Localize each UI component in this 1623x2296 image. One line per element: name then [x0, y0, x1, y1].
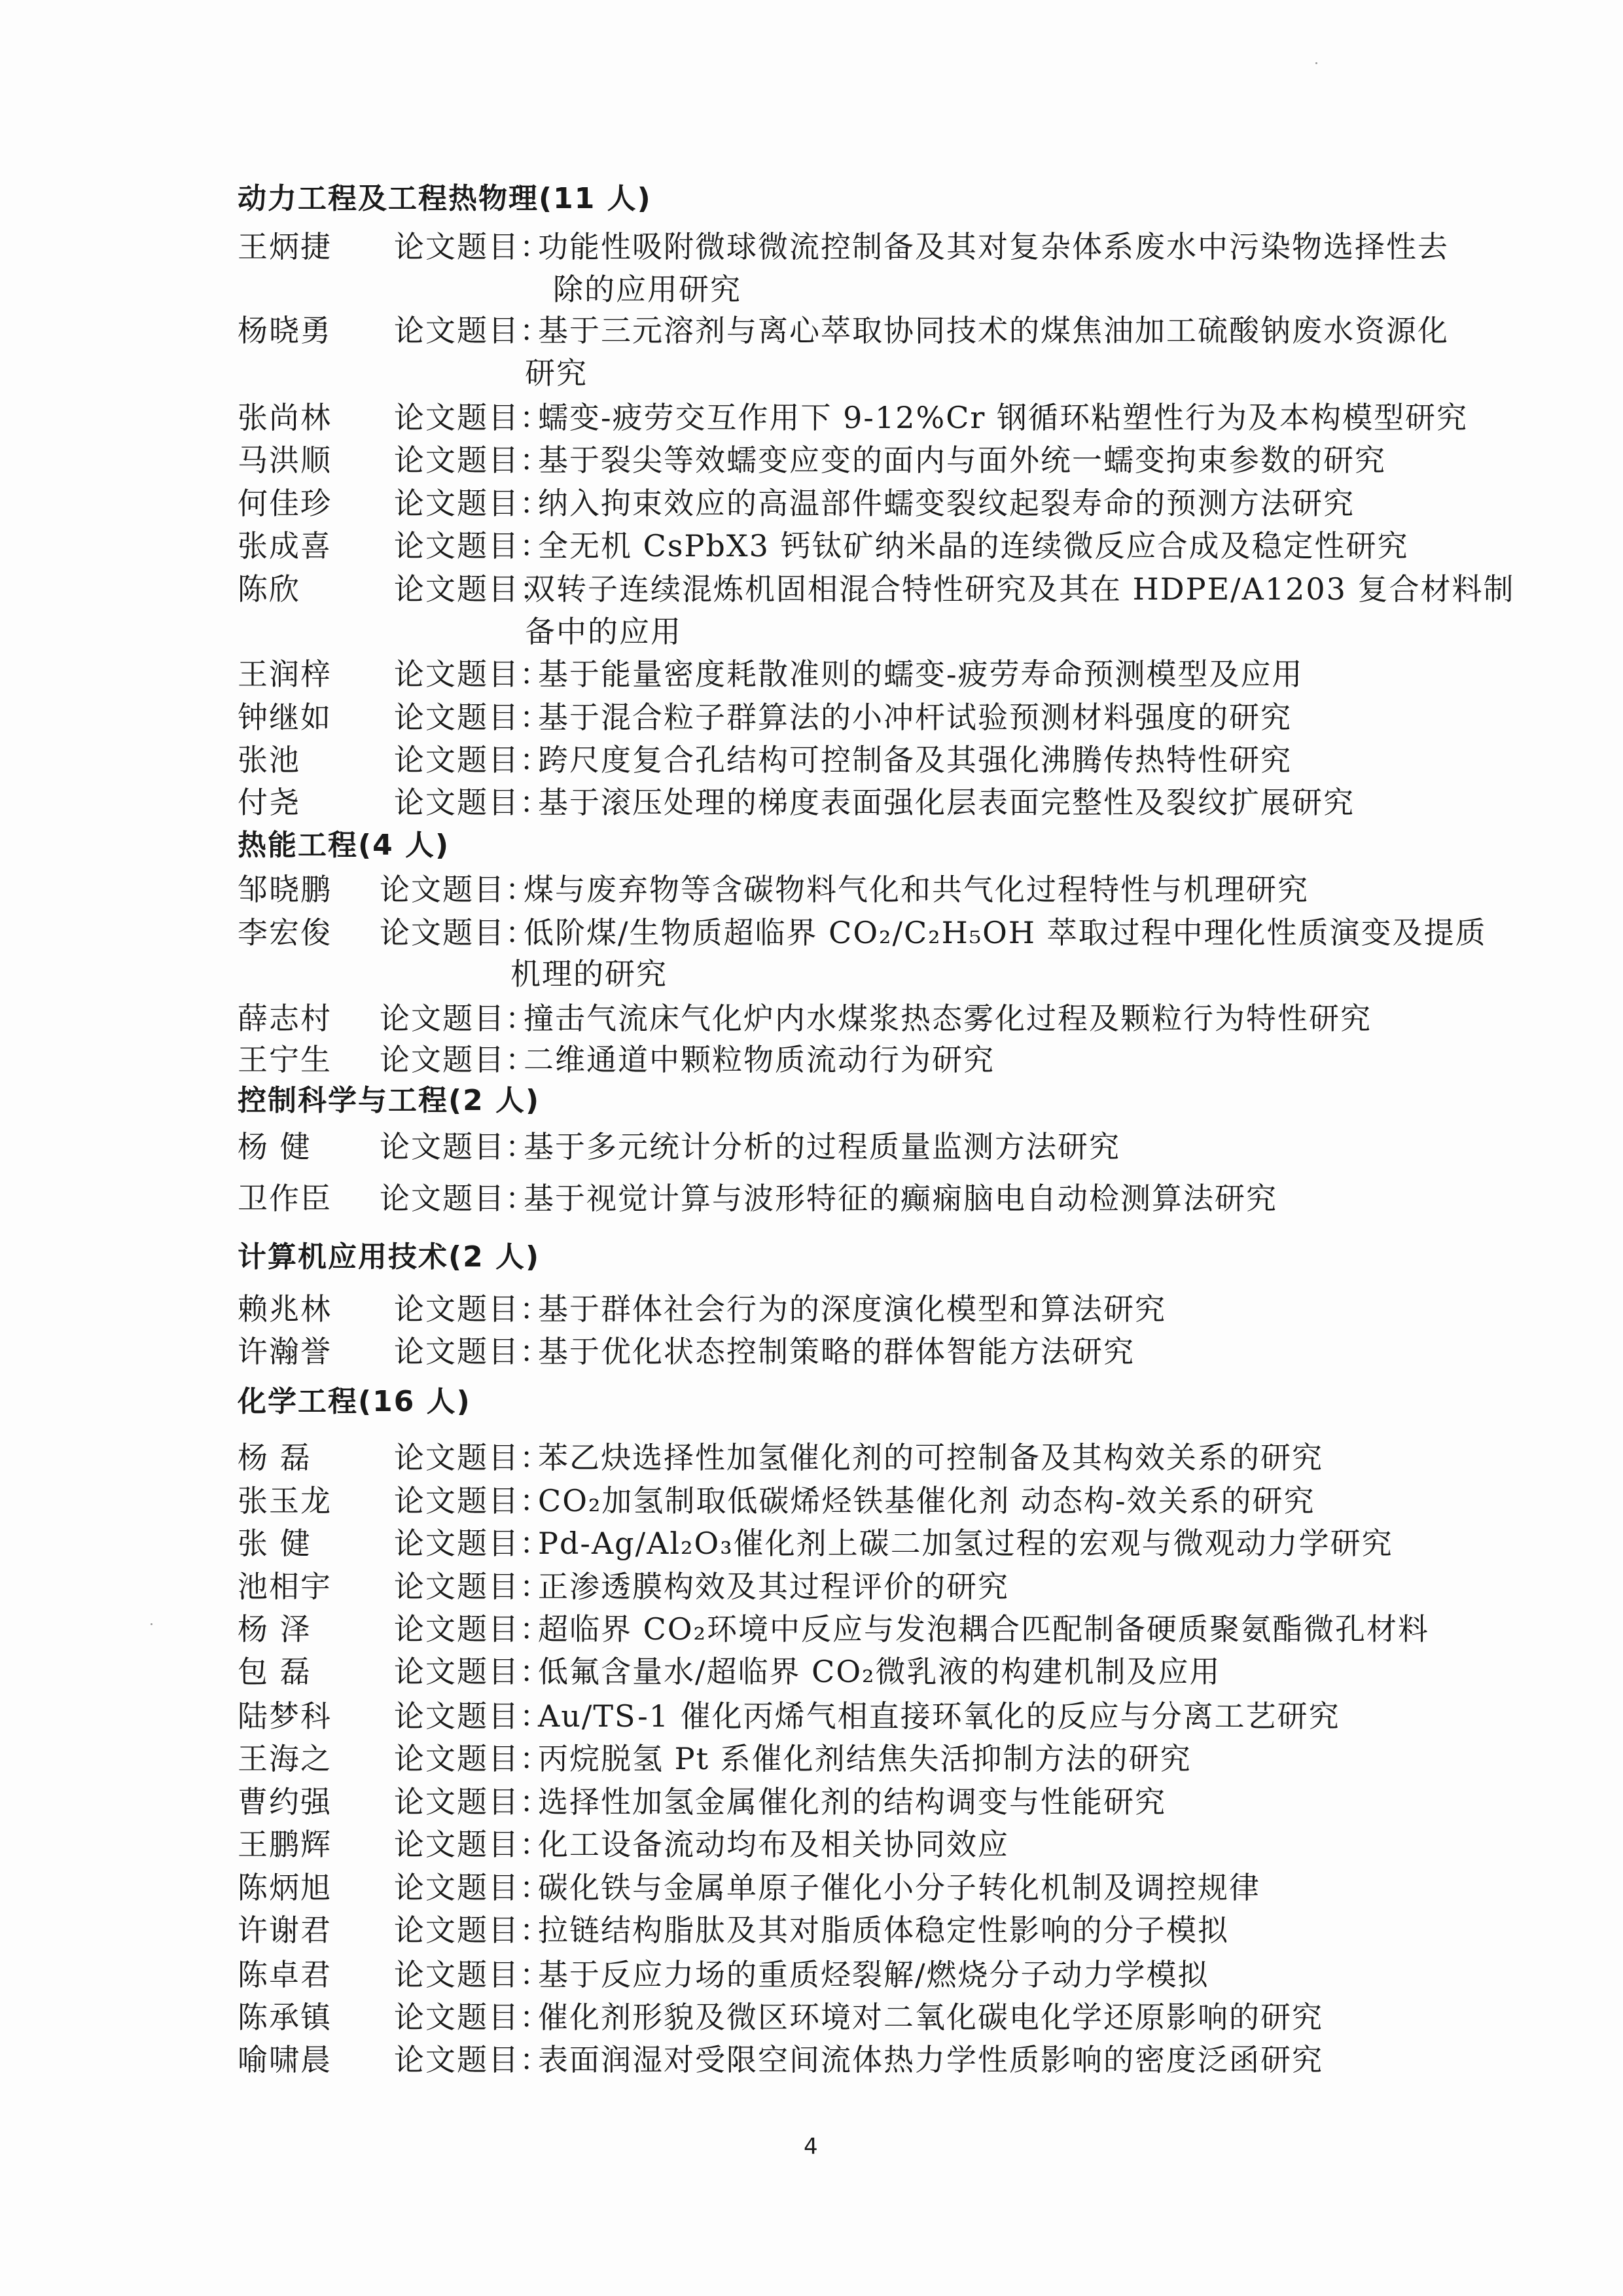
thesis-title-label: 论文题目： [394, 1526, 551, 1561]
thesis-title-label: 论文题目： [394, 1741, 551, 1776]
thesis-title: 拉链结构脂肽及其对脂质体稳定性影响的分子模拟 [538, 1912, 1229, 1948]
student-name: 薛志村 [238, 1001, 332, 1036]
student-name: 邹晓鹏 [238, 872, 332, 907]
thesis-title: 蠕变-疲劳交互作用下 9-12%Cr 钢循环粘塑性行为及本构模型研究 [538, 400, 1469, 435]
thesis-title: 碳化铁与金属单原子催化小分子转化机制及调控规律 [538, 1870, 1260, 1905]
thesis-title: 基于群体社会行为的深度演化模型和算法研究 [538, 1291, 1166, 1327]
student-name: 赖兆林 [238, 1291, 332, 1327]
thesis-title-label: 论文题目： [380, 915, 537, 950]
thesis-title: 跨尺度复合孔结构可控制备及其强化沸腾传热特性研究 [538, 742, 1292, 778]
thesis-title-label: 论文题目： [394, 442, 551, 478]
student-name: 陈承镇 [238, 2000, 332, 2035]
student-name: 曹约强 [238, 1784, 332, 1820]
section-heading: 动力工程及工程热物理(11 人) [238, 182, 652, 215]
thesis-title: 基于滚压处理的梯度表面强化层表面完整性及裂纹扩展研究 [538, 785, 1355, 820]
thesis-title-continued: 除的应用研究 [553, 272, 741, 307]
thesis-title-label: 论文题目： [394, 656, 551, 692]
thesis-title-label: 论文题目： [394, 1827, 551, 1862]
section-heading: 化学工程(16 人) [238, 1385, 471, 1418]
student-name: 张 健 [238, 1526, 312, 1561]
thesis-title: 催化剂形貌及微区环境对二氧化碳电化学还原影响的研究 [538, 2000, 1323, 2035]
thesis-title-continued: 机理的研究 [510, 956, 668, 992]
student-name: 王海之 [238, 1741, 332, 1776]
student-name: 张玉龙 [238, 1483, 332, 1518]
student-name: 许谢君 [238, 1912, 332, 1948]
student-name: 杨 泽 [238, 1611, 312, 1647]
thesis-title-label: 论文题目： [380, 1129, 537, 1164]
thesis-title-label: 论文题目： [394, 400, 551, 435]
student-name: 何佳珍 [238, 486, 332, 521]
thesis-title-label: 论文题目： [394, 2000, 551, 2035]
thesis-title: 基于多元统计分析的过程质量监测方法研究 [524, 1129, 1120, 1164]
thesis-title-label: 论文题目： [394, 1291, 551, 1327]
page-number: 4 [804, 2134, 818, 2160]
thesis-title-label: 论文题目： [394, 571, 551, 607]
thesis-title-label: 论文题目： [394, 1698, 551, 1734]
student-name: 张池 [238, 742, 300, 778]
thesis-title: 基于能量密度耗散准则的蠕变-疲劳寿命预测模型及应用 [538, 656, 1304, 692]
thesis-title: 纳入拘束效应的高温部件蠕变裂纹起裂寿命的预测方法研究 [538, 486, 1355, 521]
scan-speck [151, 1623, 152, 1625]
thesis-title: 基于三元溶剂与离心萃取协同技术的煤焦油加工硫酸钠废水资源化 [538, 313, 1449, 348]
student-name: 钟继如 [238, 700, 332, 735]
thesis-title: 双转子连续混炼机固相混合特性研究及其在 HDPE/A1203 复合材料制 [525, 571, 1515, 607]
thesis-title-label: 论文题目： [394, 1957, 551, 1992]
student-name: 陈炳旭 [238, 1870, 332, 1905]
student-name: 卫作臣 [238, 1181, 332, 1216]
student-name: 张尚林 [238, 400, 332, 435]
student-name: 张成喜 [238, 528, 332, 564]
student-name: 陆梦科 [238, 1698, 332, 1734]
thesis-title: 煤与废弃物等含碳物料气化和共气化过程特性与机理研究 [524, 872, 1309, 907]
thesis-title-label: 论文题目： [394, 742, 551, 778]
thesis-title-label: 论文题目： [394, 2042, 551, 2077]
thesis-title-continued: 备中的应用 [525, 614, 682, 649]
thesis-title: 二维通道中颗粒物质流动行为研究 [524, 1042, 995, 1077]
section-heading: 控制科学与工程(2 人) [238, 1084, 541, 1117]
thesis-title-label: 论文题目： [394, 1784, 551, 1820]
thesis-title-label: 论文题目： [394, 1334, 551, 1369]
student-name: 陈欣 [238, 571, 300, 607]
thesis-title: 苯乙炔选择性加氢催化剂的可控制备及其构效关系的研究 [538, 1440, 1323, 1475]
thesis-title-label: 论文题目： [394, 700, 551, 735]
thesis-title-label: 论文题目： [394, 313, 551, 348]
thesis-title-label: 论文题目： [394, 1654, 551, 1689]
student-name: 陈卓君 [238, 1957, 332, 1992]
thesis-title: 超临界 CO₂环境中反应与发泡耦合匹配制备硬质聚氨酯微孔材料 [538, 1611, 1429, 1647]
thesis-title-label: 论文题目： [394, 1440, 551, 1475]
thesis-title-label: 论文题目： [380, 872, 537, 907]
thesis-title: 基于视觉计算与波形特征的癫痫脑电自动检测算法研究 [524, 1181, 1277, 1216]
student-name: 包 磊 [238, 1654, 312, 1689]
thesis-title-label: 论文题目： [394, 1569, 551, 1604]
student-name: 杨晓勇 [238, 313, 332, 348]
student-name: 喻啸晨 [238, 2042, 332, 2077]
thesis-title: 正渗透膜构效及其过程评价的研究 [538, 1569, 1009, 1604]
student-name: 王鹏辉 [238, 1827, 332, 1862]
thesis-title-label: 论文题目： [394, 1870, 551, 1905]
thesis-title: 化工设备流动均布及相关协同效应 [538, 1827, 1009, 1862]
student-name: 杨 健 [238, 1129, 312, 1164]
student-name: 付尧 [238, 785, 300, 820]
scan-speck [1315, 62, 1317, 64]
thesis-title: 丙烷脱氢 Pt 系催化剂结焦失活抑制方法的研究 [538, 1741, 1192, 1776]
thesis-title-label: 论文题目： [380, 1042, 537, 1077]
thesis-title: 低氟含量水/超临界 CO₂微乳液的构建机制及应用 [538, 1654, 1221, 1689]
student-name: 杨 磊 [238, 1440, 312, 1475]
thesis-title-label: 论文题目： [394, 1483, 551, 1518]
thesis-title: 基于优化状态控制策略的群体智能方法研究 [538, 1334, 1135, 1369]
thesis-title: 全无机 CsPbX3 钙钛矿纳米晶的连续微反应合成及稳定性研究 [538, 528, 1409, 564]
thesis-title: 基于裂尖等效蠕变应变的面内与面外统一蠕变拘束参数的研究 [538, 442, 1386, 478]
thesis-title: 表面润湿对受限空间流体热力学性质影响的密度泛函研究 [538, 2042, 1323, 2077]
student-name: 许瀚誉 [238, 1334, 332, 1369]
section-heading: 热能工程(4 人) [238, 829, 450, 862]
thesis-title-label: 论文题目： [394, 1912, 551, 1948]
thesis-title-label: 论文题目： [394, 528, 551, 564]
thesis-title: 基于混合粒子群算法的小冲杆试验预测材料强度的研究 [538, 700, 1292, 735]
student-name: 王炳捷 [238, 229, 332, 264]
thesis-title-label: 论文题目： [394, 486, 551, 521]
thesis-title: 撞击气流床气化炉内水煤浆热态雾化过程及颗粒行为特性研究 [524, 1001, 1372, 1036]
thesis-title-label: 论文题目： [394, 785, 551, 820]
thesis-title-label: 论文题目： [394, 1611, 551, 1647]
thesis-title-label: 论文题目： [394, 229, 551, 264]
thesis-title-label: 论文题目： [380, 1001, 537, 1036]
student-name: 池相宇 [238, 1569, 332, 1604]
thesis-title: Pd-Ag/Al₂O₃催化剂上碳二加氢过程的宏观与微观动力学研究 [538, 1526, 1393, 1561]
student-name: 王润梓 [238, 656, 332, 692]
thesis-title-label: 论文题目： [380, 1181, 537, 1216]
thesis-title: 选择性加氢金属催化剂的结构调变与性能研究 [538, 1784, 1166, 1820]
thesis-title: Au/TS-1 催化丙烯气相直接环氧化的反应与分离工艺研究 [538, 1698, 1340, 1734]
student-name: 马洪顺 [238, 442, 332, 478]
thesis-title: 低阶煤/生物质超临界 CO₂/C₂H₅OH 萃取过程中理化性质演变及提质 [524, 915, 1487, 950]
thesis-title: CO₂加氢制取低碳烯烃铁基催化剂 动态构-效关系的研究 [538, 1483, 1315, 1518]
thesis-title-continued: 研究 [525, 355, 588, 391]
student-name: 王宁生 [238, 1042, 332, 1077]
thesis-title: 基于反应力场的重质烃裂解/燃烧分子动力学模拟 [538, 1957, 1209, 1992]
section-heading: 计算机应用技术(2 人) [238, 1240, 541, 1274]
student-name: 李宏俊 [238, 915, 332, 950]
thesis-title: 功能性吸附微球微流控制备及其对复杂体系废水中污染物选择性去 [538, 229, 1449, 264]
